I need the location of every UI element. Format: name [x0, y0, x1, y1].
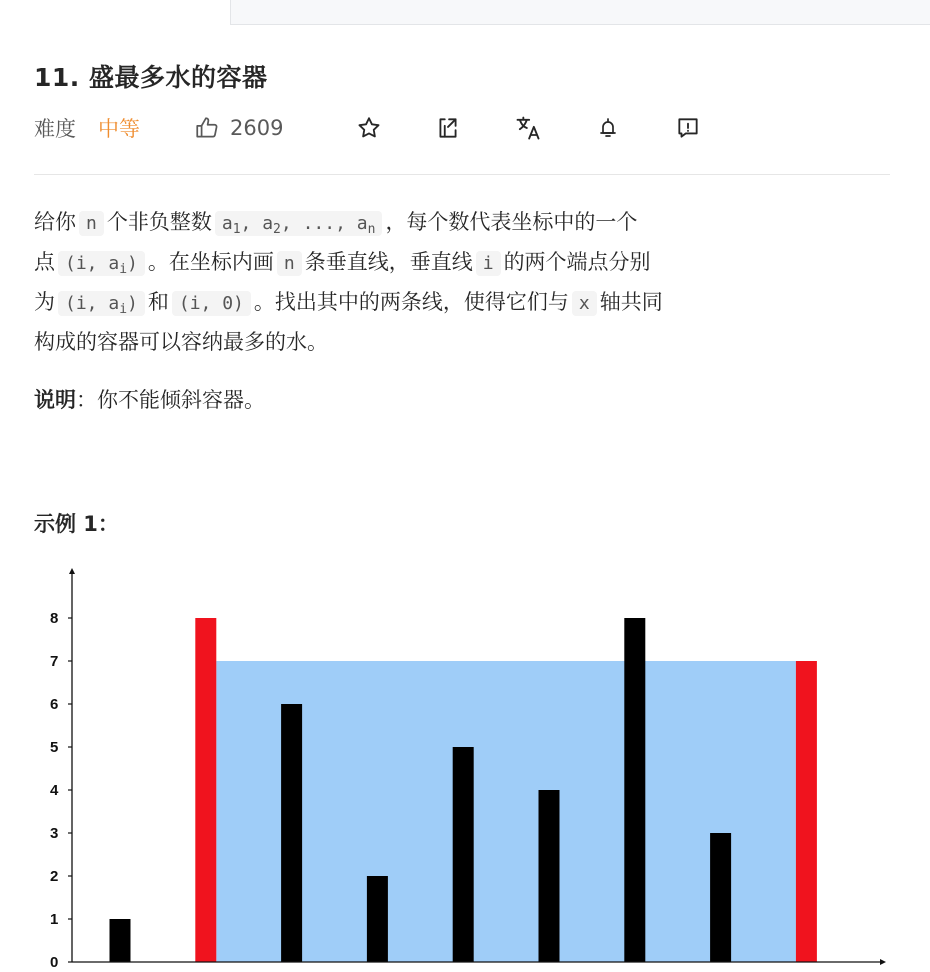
header-divider: [34, 174, 890, 175]
y-tick-label: 2: [50, 868, 59, 885]
point-code: (i, $a_i$): [58, 291, 145, 316]
y-tick-label: 0: [50, 954, 59, 971]
problem-description: [34, 202, 904, 362]
problem-title: 11. 盛最多水的容器: [34, 63, 268, 92]
bell-icon: [596, 115, 620, 141]
highlight-bar: [195, 618, 216, 962]
difficulty-badge: 中等: [98, 117, 140, 141]
favorite-button[interactable]: [354, 113, 384, 143]
container-chart: [0, 560, 930, 972]
note-label: 说明: [34, 388, 76, 412]
y-tick-label: 7: [50, 653, 59, 670]
description-line-4: 构成的容器可以容纳最多的水。: [34, 330, 328, 354]
bar: [539, 790, 560, 962]
y-axis-arrow: [69, 568, 75, 574]
bar: [110, 919, 131, 962]
note-text: ：你不能倾斜容器。: [76, 388, 265, 412]
inline-code: n: [79, 211, 104, 236]
thumbs-up-icon: [194, 115, 220, 141]
description-line-1: 给你 n 个非负整数 $a_1$, $a_2$, ..., $a_n$ ，每个数代表坐标中的一个: [34, 210, 638, 237]
note: [34, 380, 265, 420]
water-area: [216, 661, 796, 962]
feedback-button[interactable]: [673, 113, 703, 143]
inline-code: x: [572, 291, 597, 316]
translate-icon: [514, 114, 542, 142]
x-axis-arrow: [880, 959, 886, 965]
like-count: 2609: [230, 116, 284, 140]
description-line-2: 点 (i, $a_i$) 。在坐标内画 n 条垂直线，垂直线 i 的两个端点分别: [34, 250, 651, 277]
y-tick-label: 8: [50, 610, 59, 627]
sequence-code: $a_1$, $a_2$, ..., $a_n$: [215, 211, 383, 236]
point-code: (i, $a_i$): [58, 251, 145, 276]
y-tick-label: 4: [50, 782, 59, 799]
bar: [367, 876, 388, 962]
bar: [710, 833, 731, 962]
bar: [281, 704, 302, 962]
description-line-3: 为 (i, $a_i$) 和 (i, 0) 。找出其中的两条线，使得它们与 x 轴共同: [34, 290, 663, 317]
bar: [453, 747, 474, 962]
translate-button[interactable]: [513, 113, 543, 143]
y-tick-label: 6: [50, 696, 59, 713]
highlight-bar: [796, 661, 817, 962]
subscribe-button[interactable]: [593, 113, 623, 143]
problem-meta: [34, 110, 283, 146]
y-tick-label: 1: [50, 911, 59, 928]
feedback-icon: [675, 115, 701, 141]
inline-code: i: [476, 251, 501, 276]
example-title: 示例 1：: [34, 512, 119, 536]
y-tick-label: 3: [50, 825, 59, 842]
like-button[interactable]: [194, 115, 283, 141]
share-button[interactable]: [433, 113, 463, 143]
inline-code: n: [277, 251, 302, 276]
difficulty-label: 难度: [34, 117, 76, 141]
bar: [624, 618, 645, 962]
inline-code: (i, 0): [172, 291, 251, 316]
star-icon: [356, 115, 382, 141]
editor-top-bar: [230, 0, 930, 25]
y-tick-label: 5: [50, 739, 59, 756]
share-icon: [435, 115, 461, 141]
